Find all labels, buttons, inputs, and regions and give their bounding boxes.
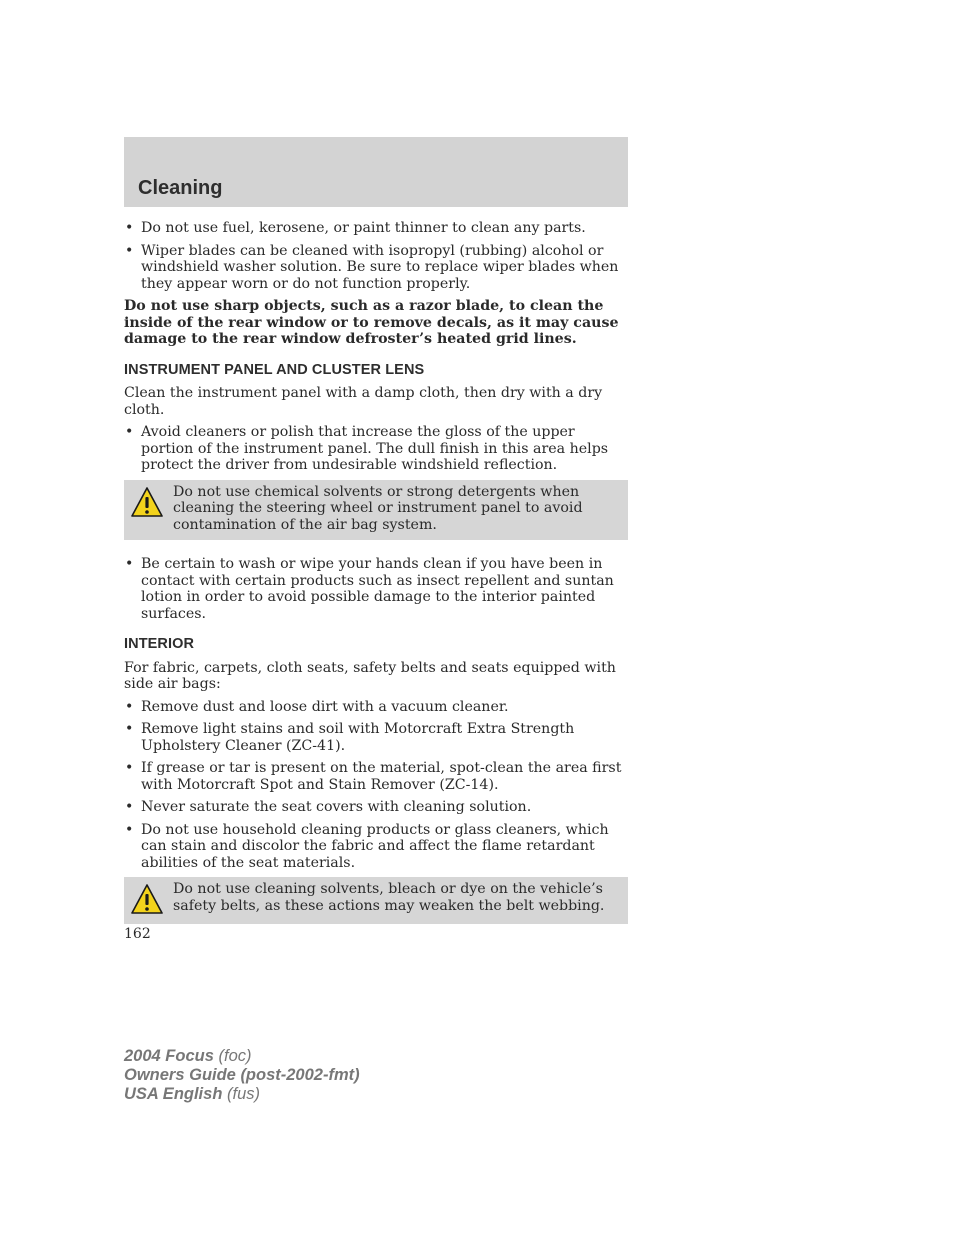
list-item-text: Remove dust and loose dirt with a vacuum cleaner. [141, 698, 509, 715]
bullet-marker: • [125, 698, 134, 715]
footer-guide: Owners Guide (post-2002-fmt) [124, 1066, 360, 1084]
bullet-marker: • [125, 242, 134, 259]
document-footer [124, 1047, 360, 1104]
bullet-marker: • [125, 556, 134, 572]
list-item [124, 556, 628, 622]
list-item-text: Wiper blades can be cleaned with isopropyl (rubbing) alcohol or windshield washer solution. Be sure to replace wiper blades when they appear worn or do not function properly. [141, 242, 619, 292]
airbag-warning-box [124, 480, 628, 541]
section-title: Cleaning [138, 177, 223, 199]
list-item [124, 220, 628, 237]
footer-line-model [124, 1047, 360, 1066]
bullet-marker: • [125, 721, 134, 737]
footer-line-guide [124, 1066, 360, 1085]
list-item [124, 799, 628, 816]
instrument-panel-bullet-list [124, 424, 628, 474]
section-header-band [124, 137, 628, 207]
list-item-text: Never saturate the seat covers with cleaning solution. [141, 799, 532, 815]
instrument-panel-heading: INSTRUMENT PANEL AND CLUSTER LENS [124, 361, 425, 378]
warning-text: Do not use cleaning solvents, bleach or dye on the vehicle’s safety belts, as these actions may weaken the belt webbing. [173, 881, 605, 914]
hands-bullet-list [124, 556, 628, 622]
list-item [124, 760, 628, 793]
list-item-text: If grease or tar is present on the material, spot-clean the area first with Motorcraft Spot and Stain Remover (ZC-14). [141, 760, 622, 793]
warning-triangle-icon [130, 883, 164, 917]
bold-caution-paragraph: Do not use sharp objects, such as a razor blade, to clean the inside of the rear window or to remove decals, as it may cause damage to the rear window defroster’s heated grid lines. [124, 298, 619, 347]
bullet-marker: • [125, 424, 134, 440]
footer-language: USA English [124, 1085, 223, 1103]
list-item-text: Be certain to wash or wipe your hands clean if you have been in contact with certain products such as insect repellent and suntan lotion in order to avoid possible damage to the interior painted surfaces. [141, 556, 614, 622]
list-item [124, 243, 628, 293]
footer-model-code: (foc) [218, 1047, 252, 1065]
warning-text: Do not use chemical solvents or strong detergents when cleaning the steering wheel or instrument panel to avoid contamination of the air bag system. [173, 483, 583, 533]
list-item-text: Do not use fuel, kerosene, or paint thinner to clean any parts. [141, 220, 586, 236]
intro-bullet-list [124, 220, 628, 292]
footer-line-language [124, 1085, 360, 1104]
interior-paragraph: For fabric, carpets, cloth seats, safety belts and seats equipped with side air bags: [124, 659, 616, 692]
bullet-marker: • [125, 220, 134, 236]
list-item-text: Remove light stains and soil with Motorcraft Extra Strength Upholstery Cleaner (ZC-41). [141, 721, 575, 754]
list-item-text: Avoid cleaners or polish that increase the gloss of the upper portion of the instrument panel. The dull finish in this area helps protect the driver from undesirable windshield reflection. [141, 424, 609, 473]
page-number: 162 [124, 926, 151, 942]
warning-triangle-icon [130, 486, 164, 520]
interior-heading: INTERIOR [124, 636, 195, 652]
footer-language-code: (fus) [227, 1085, 260, 1103]
bullet-marker: • [125, 821, 134, 838]
instrument-panel-paragraph: Clean the instrument panel with a damp cloth, then dry with a dry cloth. [124, 385, 603, 418]
list-item [124, 822, 628, 872]
list-item [124, 699, 628, 716]
page-content [124, 220, 628, 940]
interior-bullet-list [124, 699, 628, 872]
bullet-marker: • [125, 760, 134, 776]
bullet-marker: • [125, 799, 134, 815]
list-item [124, 721, 628, 754]
safety-belt-warning-box [124, 877, 628, 924]
footer-model: 2004 Focus [124, 1047, 214, 1065]
list-item-text: Do not use household cleaning products or glass cleaners, which can stain and discolor the fabric and affect the flame retardant abilities of the seat materials. [141, 821, 609, 871]
list-item [124, 424, 628, 474]
